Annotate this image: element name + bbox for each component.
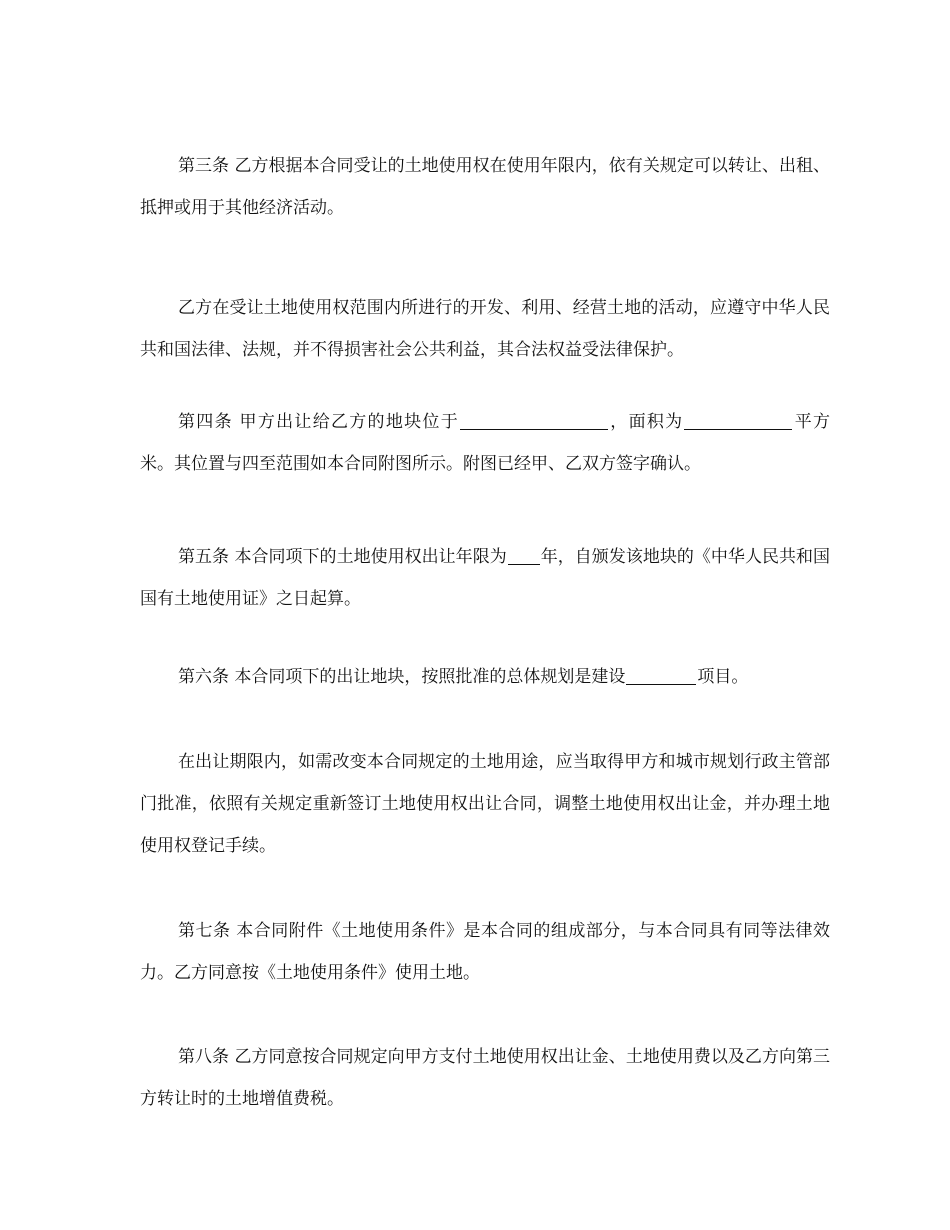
article-4-text-part2: ，面积为 (609, 412, 684, 432)
article-3-second-paragraph (140, 287, 830, 371)
project-type-blank (626, 664, 696, 685)
article-4-text-part3: 平方米。其位置与四至范围如本合同附图所示。附图已经甲、乙双方签字确认。 (140, 412, 831, 474)
article-8-text: 第八条 乙方同意按合同规定向甲方支付土地使用权出让金、土地使用费以及乙方向第三方转让时的土地增值费税。 (140, 1047, 830, 1109)
land-area-blank (684, 409, 792, 430)
article-7-text: 第七条 本合同附件《土地使用条件》是本合同的组成部分，与本合同具有同等法律效力。乙方同意按《土地使用条件》使用土地。 (140, 921, 830, 983)
article-4-text-part1: 第四条 甲方出让给乙方的地块位于 (178, 412, 459, 432)
article-7-paragraph (140, 910, 830, 994)
article-5-text-part2: 年，自颁发该地块的《中华人民共和国国有土地使用证》之日起算。 (140, 547, 831, 609)
article-3-second-text: 乙方在受让土地使用权范围内所进行的开发、利用、经营土地的活动，应遵守中华人民共和国法律、法规，并不得损害社会公共利益，其合法权益受法律保护。 (140, 298, 830, 360)
article-6-text-part1: 第六条 本合同项下的出让地块，按照批准的总体规划是建设 (178, 667, 626, 687)
article-6-second-text: 在出让期限内，如需改变本合同规定的土地用途，应当取得甲方和城市规划行政主管部门批准，依照有关规定重新签订土地使用权出让合同，调整土地使用权出让金，并办理土地使用权登记手续。 (140, 752, 830, 856)
article-3-text: 第三条 乙方根据本合同受让的土地使用权在使用年限内，依有关规定可以转让、出租、抵押或用于其他经济活动。 (140, 156, 830, 218)
article-5-text-part1: 第五条 本合同项下的土地使用权出让年限为 (178, 547, 507, 567)
article-3-paragraph (140, 145, 830, 229)
article-8-paragraph (140, 1036, 830, 1120)
article-5-paragraph (140, 536, 830, 620)
land-location-blank (460, 409, 608, 430)
term-years-blank (508, 544, 540, 565)
article-6-second-paragraph (140, 741, 830, 867)
article-4-paragraph (140, 401, 830, 485)
article-6-text-part2: 项目。 (697, 667, 749, 687)
article-6-paragraph (140, 656, 830, 698)
